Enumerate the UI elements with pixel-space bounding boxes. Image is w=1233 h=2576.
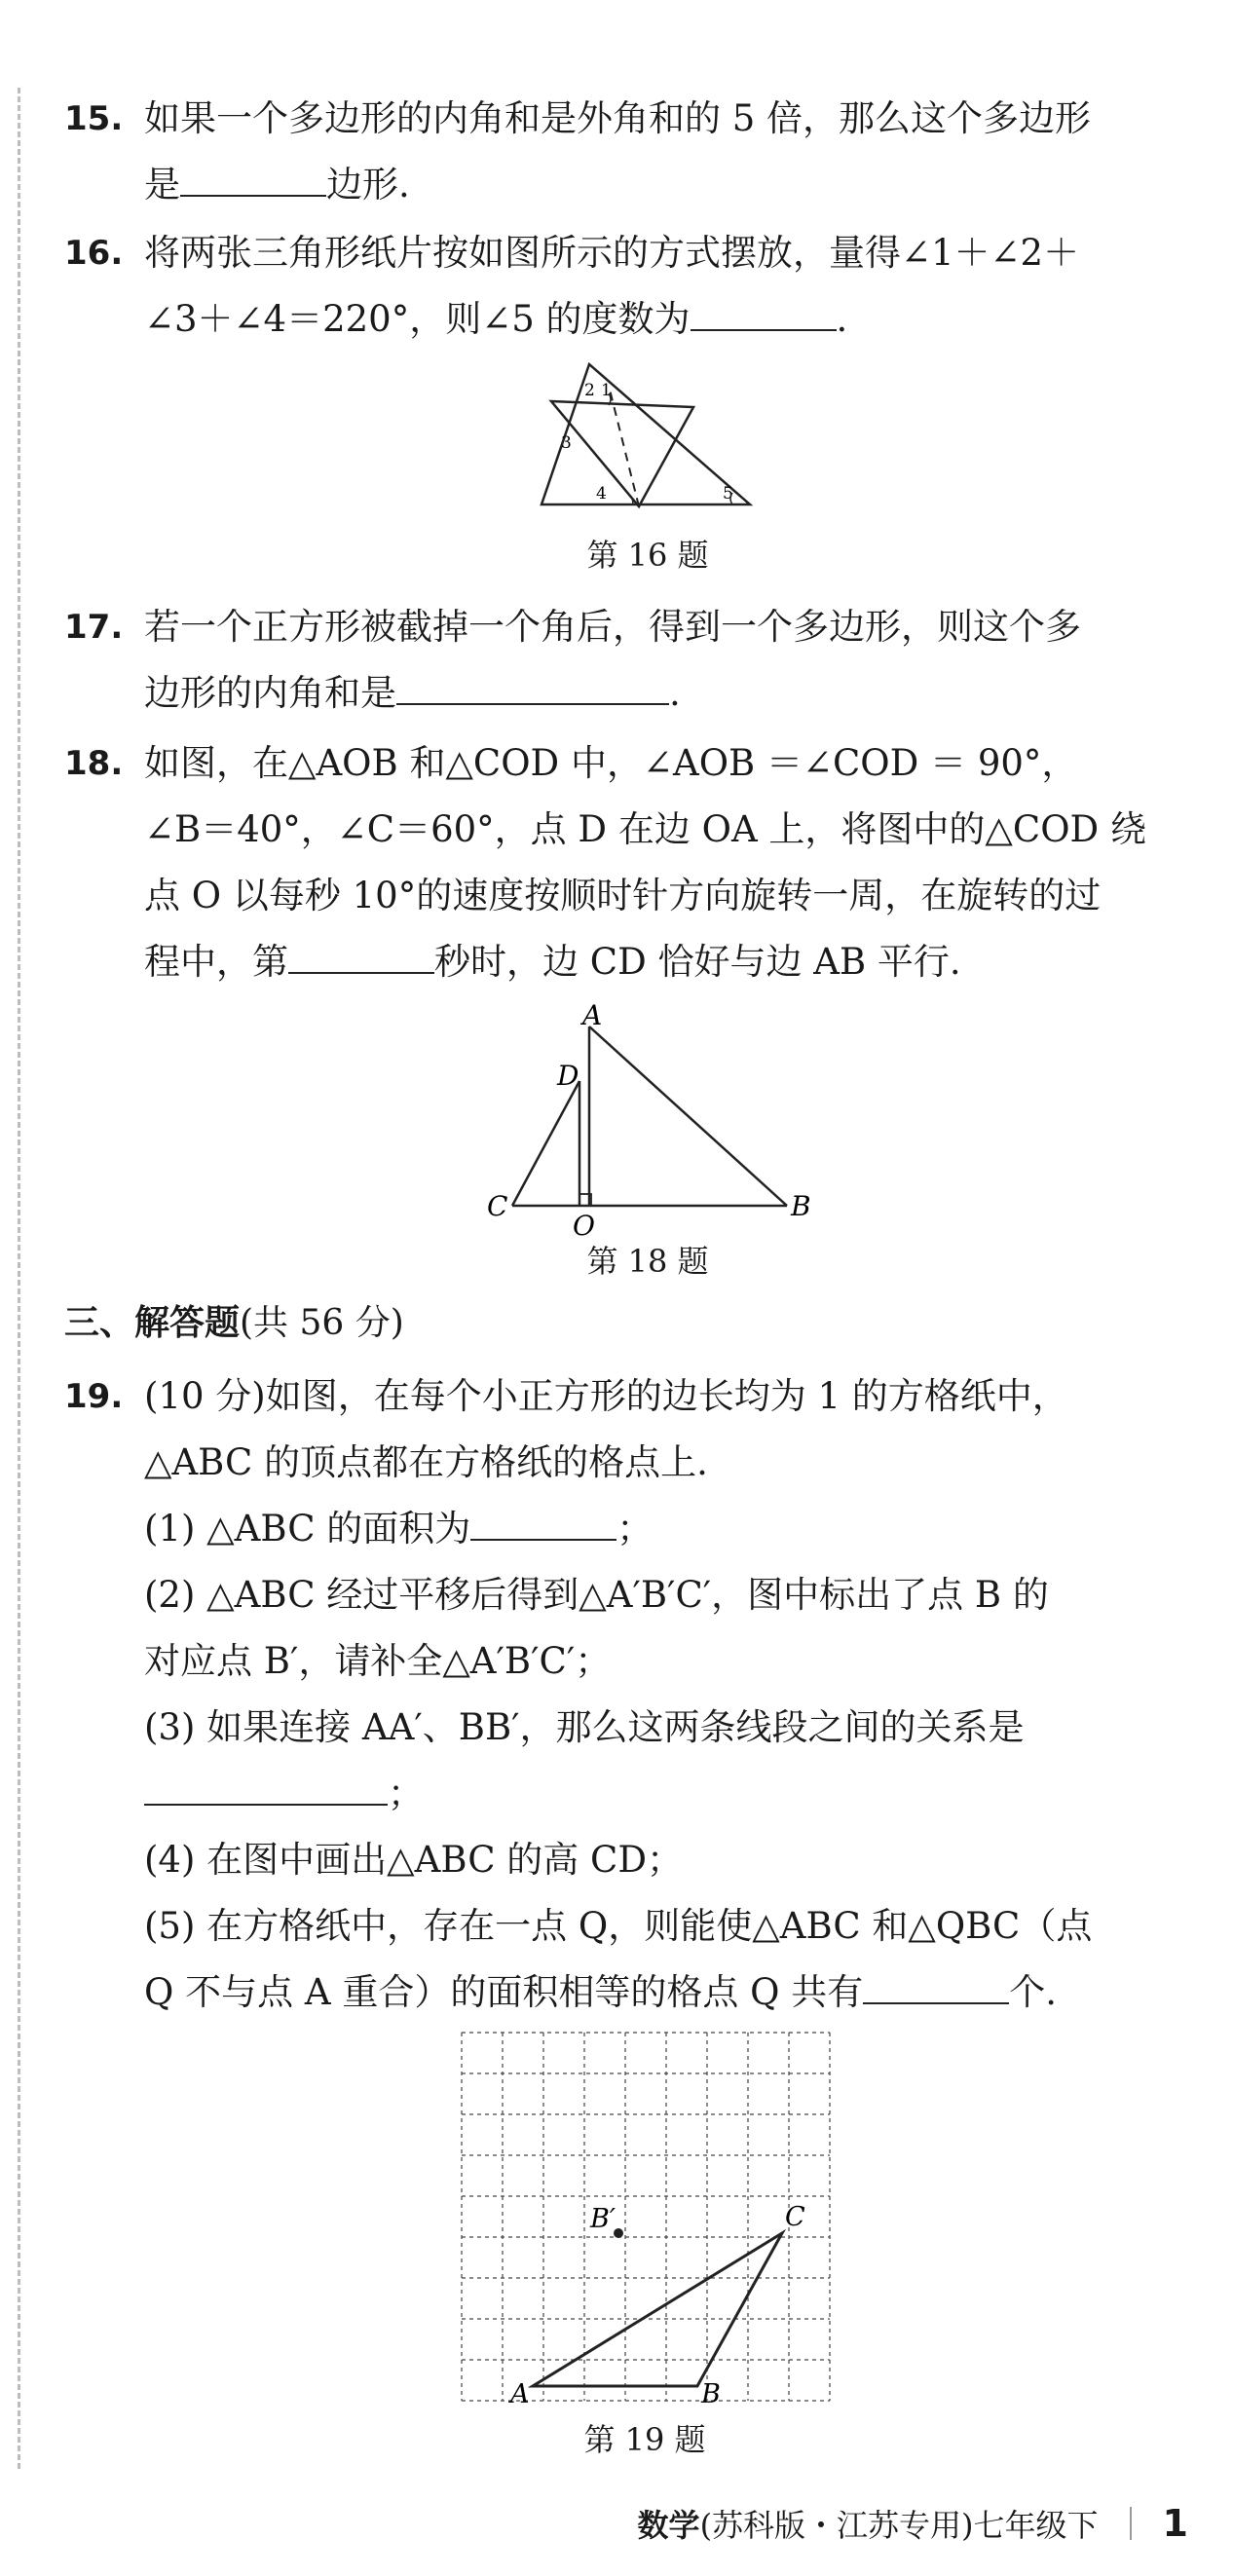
question-16: [64, 220, 1175, 353]
point-label: A: [582, 1003, 603, 1031]
part-text: (2) △ABC 经过平移后得到△A′B′C′，图中标出了点 B 的: [144, 1574, 1049, 1616]
question-text: 若一个正方形被截掉一个角后，得到一个多边形，则这个多: [144, 606, 1081, 648]
part-text: Q 不与点 A 重合）的面积相等的格点 Q 共有: [144, 1971, 864, 2013]
answer-blank[interactable]: [396, 660, 669, 705]
figure-18: [477, 1003, 828, 1237]
section-score: (共 56 分): [240, 1303, 404, 1343]
question-text: 将两张三角形纸片按如图所示的方式摆放，量得∠1＋∠2＋: [144, 232, 1080, 274]
triangle-1: [542, 364, 750, 504]
answer-blank[interactable]: [691, 286, 837, 331]
part-text: 对应点 B′，请补全△A′B′C′；: [144, 1640, 612, 1682]
triangle-2: [551, 401, 693, 506]
part-text: (5) 在方格纸中，存在一点 Q，则能使△ABC 和△QBC（点: [144, 1905, 1093, 1947]
question-18: [64, 730, 1175, 995]
angle-label: 1: [601, 381, 612, 400]
part-text: (3) 如果连接 AA′、BB′，那么这两条线段之间的关系是: [144, 1706, 1025, 1748]
question-text: 边形.: [326, 164, 410, 205]
figure-16: [526, 351, 769, 516]
answer-blank[interactable]: [863, 1960, 1009, 2004]
page-number: 1: [1162, 2502, 1188, 2545]
point-label: B: [701, 2379, 721, 2406]
question-number: 16.: [64, 234, 124, 273]
question-text: 如图，在△AOB 和△COD 中，∠AOB ＝∠COD ＝ 90°，: [144, 742, 1078, 784]
triangle-abc: [533, 2233, 782, 2386]
question-19: [64, 1363, 1175, 1496]
question-15: [64, 86, 1175, 218]
point-label: C: [487, 1190, 508, 1222]
point-label: B′: [590, 2204, 616, 2234]
question-text: ∠B＝40°，∠C＝60°，点 D 在边 OA 上，将图中的△COD 绕: [144, 808, 1146, 850]
question-number: 17.: [64, 608, 124, 647]
question-17: [64, 594, 1175, 727]
question-text: 程中，第: [144, 941, 288, 983]
section-title: 三、解答题: [64, 1303, 241, 1343]
part-text: ；: [388, 1773, 424, 1814]
page-footer: [638, 2501, 1188, 2546]
part-text: (4) 在图中画出△ABC 的高 CD；: [144, 1839, 684, 1881]
figure-caption: 第 16 题: [586, 537, 709, 574]
question-text: △ABC 的顶点都在方格纸的格点上.: [144, 1441, 708, 1483]
angle-label: 5: [723, 484, 733, 504]
point-label: B: [791, 1190, 811, 1222]
answer-blank[interactable]: [288, 929, 434, 974]
answer-blank[interactable]: [180, 152, 326, 197]
question-text: 秒时，边 CD 恰好与边 AB 平行.: [434, 941, 961, 983]
angle-label: 3: [561, 433, 572, 453]
part-text: (1) △ABC 的面积为: [144, 1508, 471, 1549]
question-number: 18.: [64, 744, 124, 783]
part-text: 个.: [1009, 1971, 1057, 2013]
cut-line: [18, 88, 20, 2469]
figure-caption: 第 18 题: [586, 1243, 709, 1280]
part-text: ；: [616, 1508, 654, 1549]
section-header: [64, 1295, 404, 1345]
question-text: .: [836, 298, 848, 340]
point-label: O: [573, 1210, 595, 1237]
book-title: 数学: [637, 2507, 700, 2544]
angle-label: 4: [596, 484, 607, 504]
question-number: 19.: [64, 1377, 124, 1416]
question-text: ∠3＋∠4＝220°，则∠5 的度数为: [144, 298, 691, 340]
question-text: (10 分)如图，在每个小正方形的边长均为 1 的方格纸中，: [144, 1375, 1068, 1417]
figure-19-grid: [450, 2021, 840, 2406]
answer-blank[interactable]: [470, 1496, 616, 1541]
book-edition: (苏科版・江苏专用)七年级下: [699, 2507, 1099, 2544]
answer-blank[interactable]: [144, 1761, 388, 1806]
point-label: D: [557, 1060, 579, 1092]
question-text: 点 O 以每秒 10°的速度按顺时针方向旋转一周，在旋转的过: [144, 875, 1102, 916]
question-text: 边形的内角和是: [144, 672, 396, 714]
point-label: A: [510, 2379, 530, 2406]
figure-caption: 第 19 题: [583, 2421, 706, 2458]
question-text: .: [669, 672, 681, 714]
question-19-parts: [144, 1496, 1177, 2026]
angle-label: 2: [584, 381, 595, 400]
grid-lines: [462, 2033, 830, 2401]
question-text: 如果一个多边形的内角和是外角和的 5 倍，那么这个多边形: [144, 97, 1092, 139]
question-number: 15.: [64, 99, 124, 138]
point-label: C: [785, 2202, 805, 2232]
side-CD: [512, 1081, 579, 1206]
side-AB: [589, 1027, 787, 1206]
footer-divider: [1130, 2507, 1132, 2540]
question-text: 是: [144, 164, 180, 205]
